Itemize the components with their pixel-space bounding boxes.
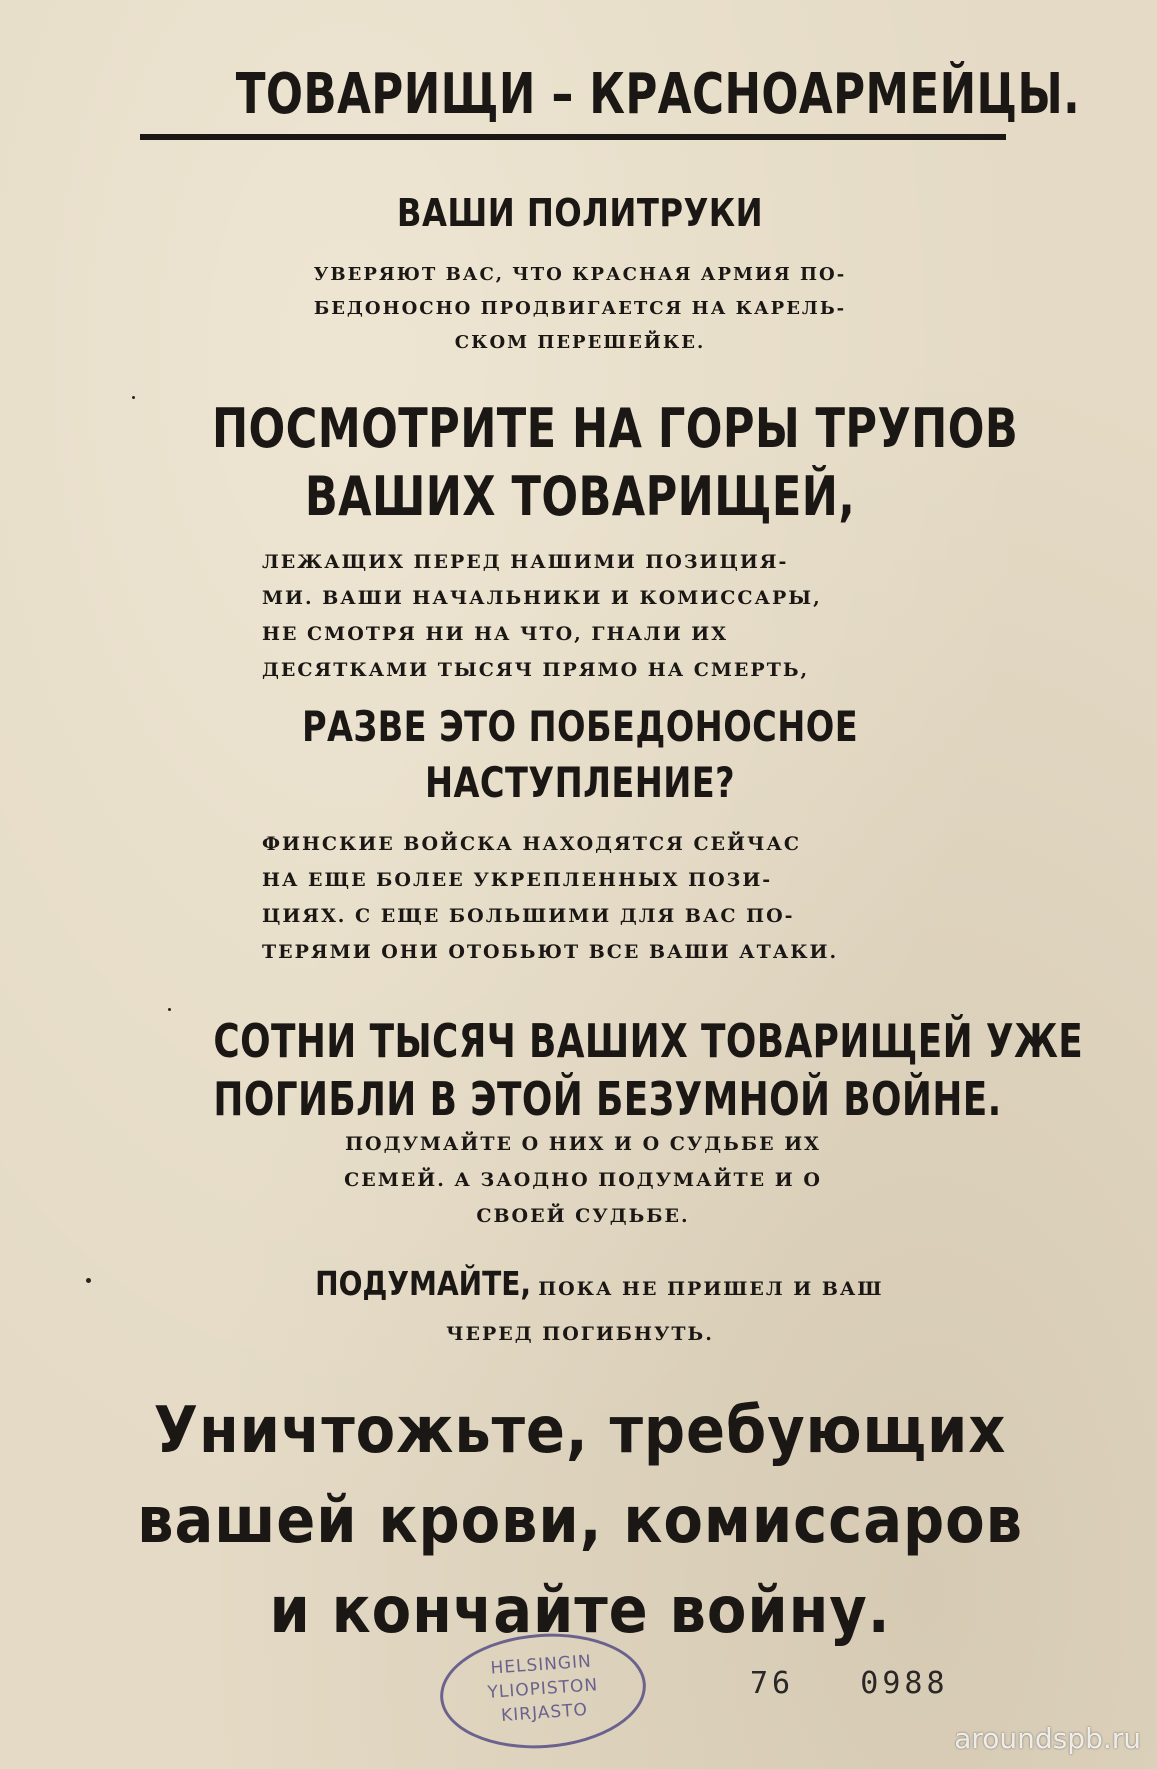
section2-line: ДЕСЯТКАМИ ТЫСЯЧ ПРЯМО НА СМЕРТЬ, — [262, 659, 810, 681]
closing-line: Уничтожьте, требующих — [153, 1394, 1007, 1468]
stamp-line: KIRJASTO — [500, 1699, 589, 1726]
section3-line: ФИНСКИЕ ВОЙСКА НАХОДЯТСЯ СЕЙЧАС — [262, 833, 801, 855]
section2-line: МИ. ВАШИ НАЧАЛЬНИКИ И КОМИССАРЫ, — [262, 587, 822, 609]
section2-heading-line2: ВАШИХ ТОВАРИЩЕЙ, — [304, 465, 856, 528]
section1-body — [255, 258, 905, 360]
section3-line: ЦИЯХ. С ЕЩЕ БОЛЬШИМИ ДЛЯ ВАС ПО- — [262, 905, 795, 927]
section5-line2: ЧЕРЕД ПОГИБНУТЬ. — [446, 1323, 714, 1345]
closing-line: вашей крови, комиссаров — [137, 1484, 1023, 1558]
section1-line: БЕДОНОСНО ПРОДВИГАЕТСЯ НА КАРЕЛЬ- — [313, 298, 847, 319]
watermark: aroundspb.ru — [954, 1722, 1141, 1755]
section4-line: ПОДУМАЙТЕ О НИХ И О СУДЬБЕ ИХ — [345, 1133, 821, 1155]
section2-heading-line1: ПОСМОТРИТЕ НА ГОРЫ ТРУПОВ — [212, 397, 1019, 460]
reference-number: 76 0988 — [750, 1666, 949, 1701]
section1-line: СКОМ ПЕРЕШЕЙКЕ. — [454, 332, 706, 353]
section5-rest: ПОКА НЕ ПРИШЕЛ И ВАШ — [538, 1278, 884, 1300]
section2-body — [262, 544, 912, 688]
section4-line: СВОЕЙ СУДЬБЕ. — [476, 1205, 690, 1227]
section1-heading: ВАШИ ПОЛИТРУКИ — [396, 191, 764, 235]
section2-line: НЕ СМОТРЯ НИ НА ЧТО, ГНАЛИ ИХ — [262, 623, 728, 645]
paper-speck — [86, 1278, 91, 1283]
section3-heading-line2: НАСТУПЛЕНИЕ? — [424, 758, 736, 807]
section5-lead: ПОДУМАЙТЕ, — [314, 1264, 531, 1303]
section3-line: ТЕРЯМИ ОНИ ОТОБЬЮТ ВСЕ ВАШИ АТАКИ. — [262, 941, 839, 963]
paper-speck — [168, 1008, 171, 1011]
closing-line: и кончайте войну. — [269, 1574, 891, 1648]
title-underline — [140, 134, 1006, 140]
section4-heading-line1: СОТНИ ТЫСЯЧ ВАШИХ ТОВАРИЩЕЙ УЖЕ — [213, 1014, 1084, 1068]
section2-line: ЛЕЖАЩИХ ПЕРЕД НАШИМИ ПОЗИЦИЯ- — [262, 551, 789, 573]
section5 — [200, 1262, 960, 1356]
section3-line: НА ЕЩЕ БОЛЕЕ УКРЕПЛЕННЫХ ПОЗИ- — [262, 869, 773, 891]
section3-heading-line1: РАЗВЕ ЭТО ПОБЕДОНОСНОЕ — [301, 702, 859, 751]
section3-body — [262, 826, 912, 970]
section4-body — [258, 1126, 908, 1234]
section4-heading-line2: ПОГИБЛИ В ЭТОЙ БЕЗУМНОЙ ВОЙНЕ. — [213, 1072, 1002, 1126]
section4-line: СЕМЕЙ. А ЗАОДНО ПОДУМАЙТЕ И О — [344, 1169, 822, 1191]
stamp-line: YLIOPISTON — [486, 1675, 599, 1703]
paper-speck — [132, 396, 135, 399]
stamp-line: HELSINGIN — [489, 1651, 593, 1679]
section1-line: УВЕРЯЮТ ВАС, ЧТО КРАСНАЯ АРМИЯ ПО- — [313, 264, 847, 285]
page-title: ТОВАРИЩИ – КРАСНОАРМЕЙЦЫ. — [235, 62, 1081, 127]
